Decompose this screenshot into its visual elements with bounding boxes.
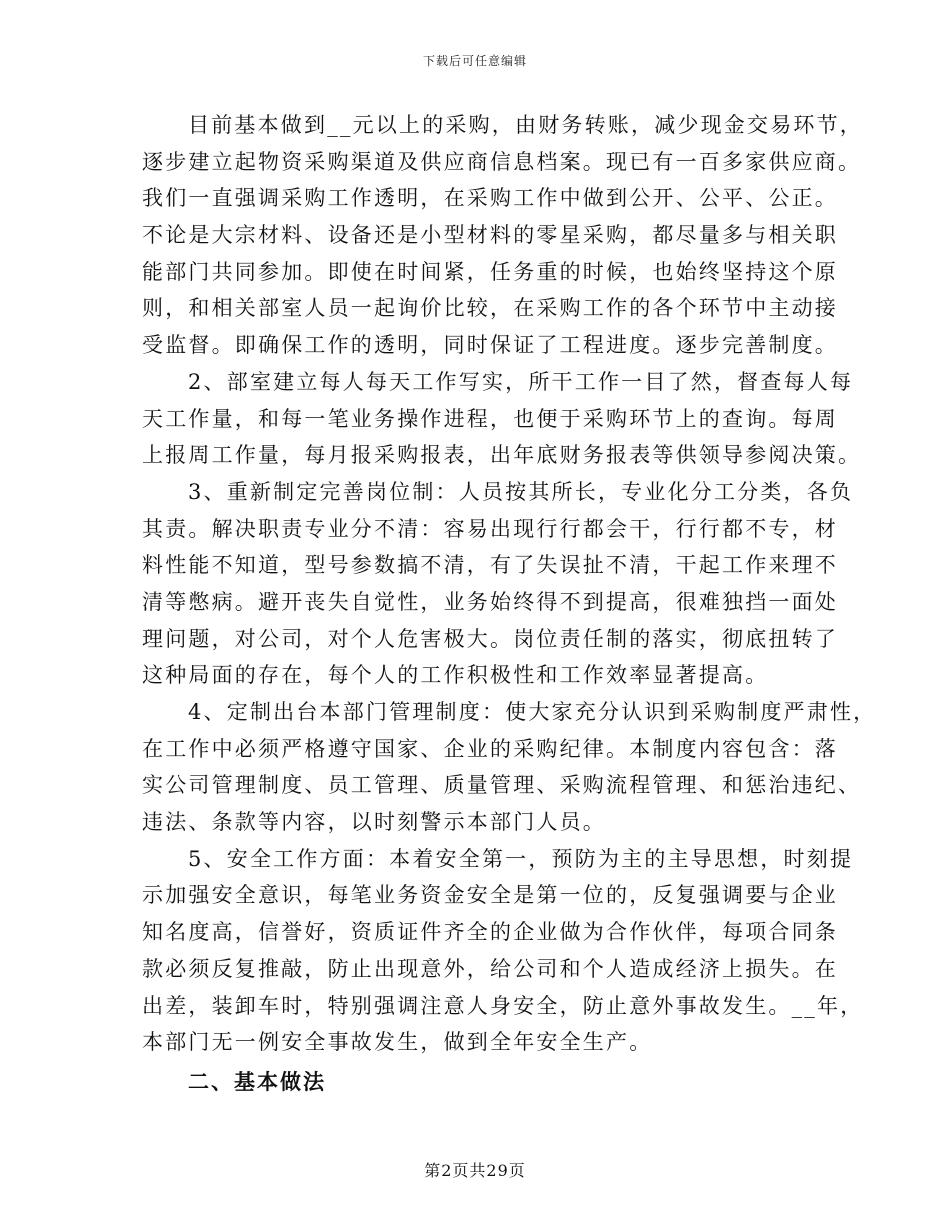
paragraph-line: 知名度高，信誉好，资质证件齐全的企业做为合作伙伴，每项合同条 (142, 920, 838, 945)
paragraph-line: 目前基本做到__元以上的采购，由财务转账，减少现金交易环节， (188, 113, 863, 137)
paragraph-line: 受监督。即确保工作的透明，同时保证了工程进度。逐步完善制度。 (142, 333, 838, 358)
paragraph-line: 清等憋病。避开丧失自觉性，业务始终得不到提高，很难独挡一面处 (142, 589, 838, 614)
page-header: 下载后可任意编辑 (422, 54, 527, 68)
paragraph-line: 款必须反复推敲，防止出现意外，给公司和个人造成经济上损失。在 (142, 956, 838, 981)
paragraph-line: 出差，装卸车时，特别强调注意人身安全，防止意外事故发生。__年， (142, 993, 864, 1018)
paragraph-line: 4、定制出台本部门管理制度：使大家充分认识到采购制度严肃性， (188, 700, 877, 724)
paragraph-1 (142, 107, 863, 364)
paragraph-line: 2、部室建立每人每天工作写实，所干工作一目了然，督查每人每 (188, 369, 854, 394)
paragraph-2 (142, 364, 862, 474)
paragraph-line: 料性能不知道，型号参数搞不清，有了失误扯不清，干起工作来理不 (142, 553, 838, 578)
paragraph-line: 5、安全工作方面：本着安全第一，预防为主的主导思想，时刻提 (188, 846, 854, 871)
section-heading: 二、基本做法 (188, 1068, 326, 1094)
paragraph-line: 示加强安全意识，每笔业务资金安全是第一位的，反复强调要与企业 (142, 883, 838, 908)
document-body (142, 107, 877, 1101)
paragraph-line: 则，和相关部室人员一起询价比较，在采购工作的各个环节中主动接 (142, 296, 838, 321)
paragraph-line: 在工作中必须严格遵守国家、企业的采购纪律。本制度内容包含：落 (142, 736, 838, 761)
paragraph-line: 逐步建立起物资采购渠道及供应商信息档案。现已有一百多家供应商。 (142, 149, 862, 174)
paragraph-5 (142, 841, 864, 1061)
paragraph-line: 天工作量，和每一笔业务操作进程，也便于采购环节上的查询。每周 (142, 406, 838, 431)
paragraph-line: 我们一直强调采购工作透明，在采购工作中做到公开、公平、公正。 (142, 186, 838, 211)
paragraph-line: 本部门无一例安全事故发生，做到全年安全生产。 (142, 1030, 653, 1055)
paragraph-line: 不论是大宗材料、设备还是小型材料的零星采购，都尽量多与相关职 (142, 223, 838, 248)
paragraph-4 (142, 694, 877, 841)
paragraph-line: 其责。解决职责专业分不清：容易出现行行都会干，行行都不专，材 (142, 516, 838, 541)
paragraph-line: 能部门共同参加。即使在时间紧，任务重的时候，也始终坚持这个原 (142, 259, 838, 284)
paragraph-line: 上报周工作量，每月报采购报表，出年底财务报表等供领导参阅决策。 (142, 443, 862, 468)
paragraph-line: 这种局面的存在，每个人的工作积极性和工作效率显著提高。 (142, 663, 769, 688)
page-number-footer: 第2页共29页 (424, 1161, 526, 1180)
paragraph-line: 实公司管理制度、员工管理、质量管理、采购流程管理、和惩治违纪、 (142, 773, 862, 798)
paragraph-line: 违法、条款等内容，以时刻警示本部门人员。 (142, 810, 606, 835)
paragraph-line: 3、重新制定完善岗位制：人员按其所长，专业化分工分类，各负 (188, 479, 854, 504)
paragraph-3 (142, 474, 854, 694)
paragraph-line: 理问题，对公司，对个人危害极大。岗位责任制的落实，彻底扭转了 (142, 626, 838, 651)
